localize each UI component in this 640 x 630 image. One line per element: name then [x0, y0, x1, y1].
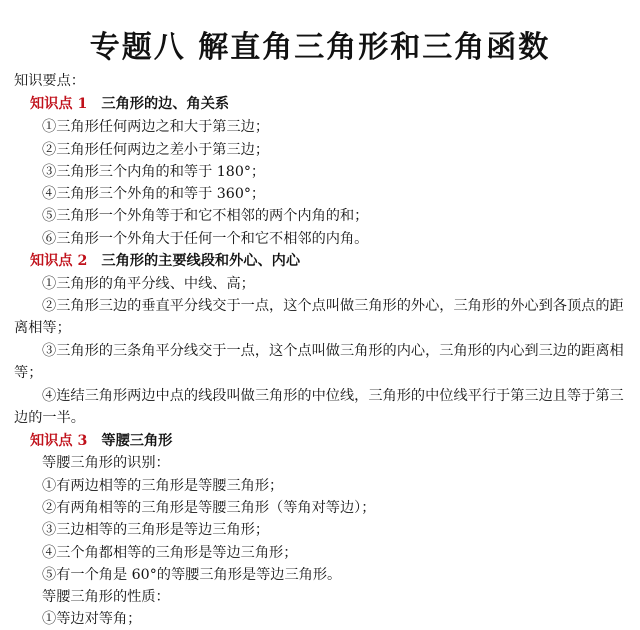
section2-header [30, 250, 300, 272]
section3-property-title: 等腰三角形的性质： [42, 589, 170, 605]
section1-item: ③三角形三个内角的和等于 180°； [42, 164, 266, 180]
section3-header [30, 430, 172, 452]
section2-item-cont: 边的一半。 [14, 410, 85, 426]
section1-heading: 三角形的边、角关系 [101, 96, 230, 112]
section2-item-cont: 离相等； [14, 320, 71, 336]
section3-item: ②有两角相等的三角形是等腰三角形（等角对等边）； [42, 500, 376, 516]
section3-property-item: ①等边对等角； [42, 611, 142, 627]
section3-item: ④三个角都相等的三角形是等边三角形； [42, 545, 298, 561]
section3-identify-title: 等腰三角形的识别： [42, 455, 170, 471]
section3-item: ①有两边相等的三角形是等腰三角形； [42, 478, 284, 494]
section1-item: ⑥三角形一个外角大于任何一个和它不相邻的内角。 [42, 231, 369, 247]
section3-heading: 等腰三角形 [101, 433, 173, 449]
section2-item: ④连结三角形两边中点的线段叫做三角形的中位线，三角形的中位线平行于第三边且等于第三 [42, 388, 624, 404]
section2-item: ②三角形三边的垂直平分线交于一点，这个点叫做三角形的外心，三角形的外心到各顶点的距 [42, 298, 624, 314]
section3-item: ③三边相等的三角形是等边三角形； [42, 522, 270, 538]
section1-item: ⑤三角形一个外角等于和它不相邻的两个内角的和； [42, 208, 369, 224]
section2-item-cont: 等； [14, 365, 43, 381]
section3-label: 知识点 3 [30, 433, 88, 449]
section1-label: 知识点 1 [30, 96, 88, 112]
section1-item: ①三角形任何两边之和大于第三边； [42, 119, 270, 135]
page-title: 专题八 解直角三角形和三角函数 [89, 30, 551, 65]
section2-item: ①三角形的角平分线、中线、高； [42, 276, 255, 292]
section1-header [30, 93, 229, 115]
section1-item: ④三角形三个外角的和等于 360°； [42, 186, 266, 202]
section2-item: ③三角形的三条角平分线交于一点，这个点叫做三角形的内心，三角形的内心到三边的距离相 [42, 343, 624, 359]
intro-label: 知识要点： [14, 73, 85, 89]
section2-label: 知识点 2 [30, 253, 88, 269]
section2-heading: 三角形的主要线段和外心、内心 [101, 253, 301, 269]
section1-item: ②三角形任何两边之差小于第三边； [42, 142, 270, 158]
section3-item: ⑤有一个角是 60°的等腰三角形是等边三角形。 [42, 567, 342, 583]
